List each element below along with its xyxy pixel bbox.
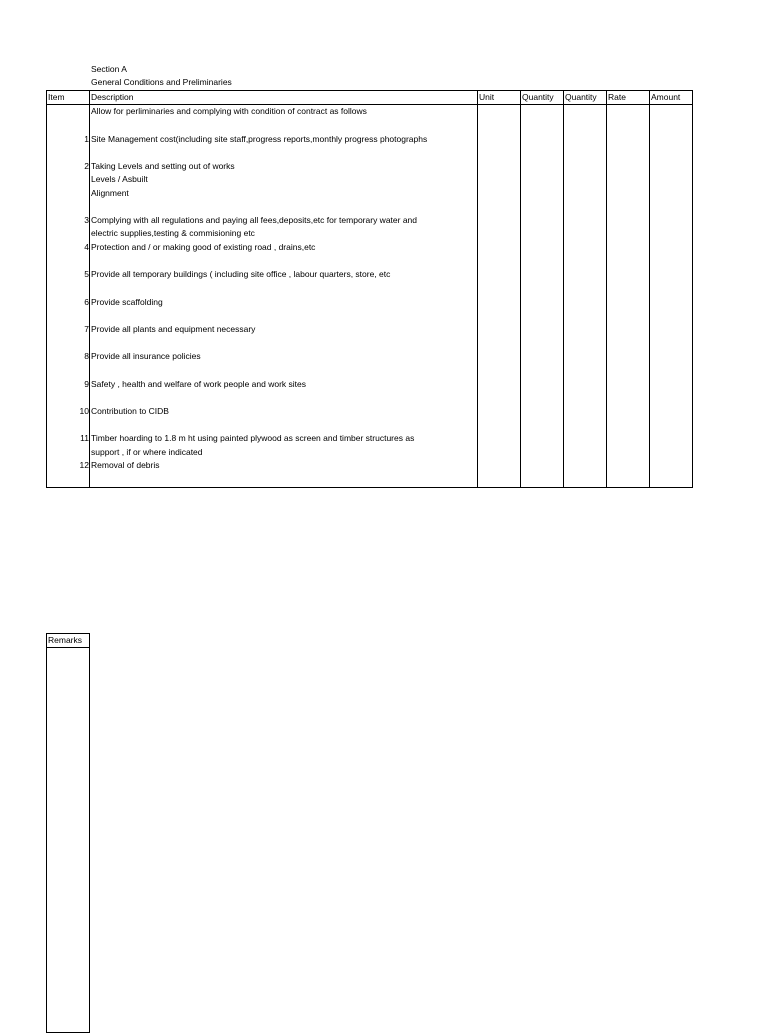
header-unit: Unit bbox=[479, 92, 495, 102]
item-number: 6 bbox=[84, 297, 89, 307]
item-description: Provide all insurance policies bbox=[91, 351, 201, 361]
column-divider-description bbox=[477, 91, 478, 487]
remarks-label: Remarks bbox=[48, 635, 83, 645]
header-item: Item bbox=[48, 92, 65, 102]
item-description: Removal of debris bbox=[91, 460, 160, 470]
item-description: Protection and / or making good of existing road , drains,etc bbox=[91, 242, 316, 252]
boq-table bbox=[46, 90, 693, 488]
item-number: 12 bbox=[79, 460, 89, 470]
column-divider-rate bbox=[649, 91, 650, 487]
item-description: Provide scaffolding bbox=[91, 297, 163, 307]
item-description: Complying with all regulations and paying all fees,deposits,etc for temporary water and bbox=[91, 215, 418, 225]
item-description-line: Levels / Asbuilt bbox=[91, 174, 148, 184]
header-divider bbox=[47, 104, 692, 105]
item-number: 7 bbox=[84, 324, 89, 334]
item-number: 1 bbox=[84, 134, 89, 144]
item-number: 9 bbox=[84, 379, 89, 389]
header-quantity: Quantity bbox=[522, 92, 554, 102]
item-description: Safety , health and welfare of work people and work sites bbox=[91, 379, 306, 389]
item-description-line: Alignment bbox=[91, 188, 129, 198]
column-divider-item bbox=[89, 91, 90, 487]
item-number: 11 bbox=[80, 433, 89, 443]
item-description-line: electric supplies,testing & commisioning etc bbox=[91, 228, 255, 238]
item-description: Contribution to CIDB bbox=[91, 406, 169, 416]
item-description-line: support , if or where indicated bbox=[91, 447, 203, 457]
remarks-divider bbox=[47, 647, 89, 648]
item-description: Timber hoarding to 1.8 m ht using painted plywood as screen and timber structures as bbox=[91, 433, 415, 443]
column-divider-quantity2 bbox=[606, 91, 607, 487]
item-number: 5 bbox=[84, 269, 89, 279]
item-description: Taking Levels and setting out of works bbox=[91, 161, 235, 171]
item-number: 2 bbox=[84, 161, 89, 171]
item-description: Provide all temporary buildings ( including site office , labour quarters, store, etc bbox=[91, 269, 391, 279]
section-title: Section A bbox=[91, 64, 127, 74]
intro-description: Allow for perliminaries and complying with condition of contract as follows bbox=[91, 106, 367, 116]
item-description: Site Management cost(including site staff,progress reports,monthly progress photographs bbox=[91, 134, 428, 144]
header-quantity-2: Quantity bbox=[565, 92, 597, 102]
header-amount: Amount bbox=[651, 92, 681, 102]
header-description: Description bbox=[91, 92, 134, 102]
item-number: 4 bbox=[84, 242, 89, 252]
column-divider-quantity1 bbox=[563, 91, 564, 487]
remarks-box bbox=[46, 633, 90, 1033]
column-divider-unit bbox=[520, 91, 521, 487]
item-description: Provide all plants and equipment necessary bbox=[91, 324, 256, 334]
item-number: 3 bbox=[84, 215, 89, 225]
section-subtitle: General Conditions and Preliminaries bbox=[91, 77, 232, 87]
item-number: 8 bbox=[84, 351, 89, 361]
item-number: 10 bbox=[79, 406, 89, 416]
header-rate: Rate bbox=[608, 92, 626, 102]
